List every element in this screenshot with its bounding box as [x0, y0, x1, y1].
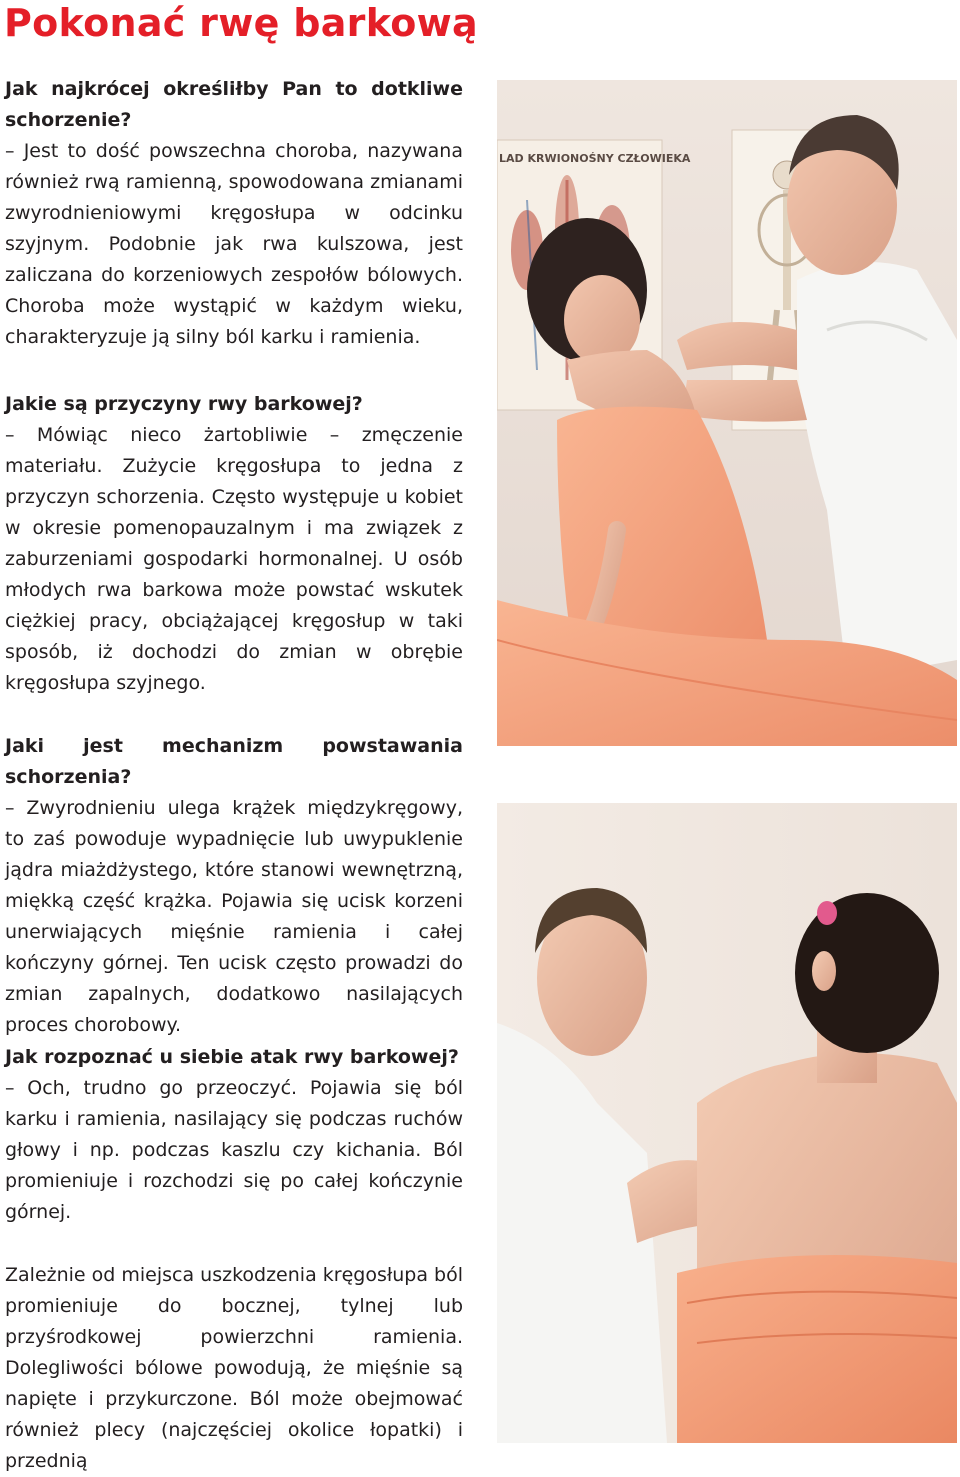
- photo-back-examination: [497, 803, 957, 1443]
- question-1: Jak najkrócej określiłby Pan to dotkliwe schorzenie?: [5, 78, 463, 131]
- qa-section-1: [5, 74, 463, 353]
- closing-paragraph-block: [5, 1260, 463, 1477]
- poster-caption: LAD KRWIONOŚNY CZŁOWIEKA: [499, 152, 691, 165]
- question-4: Jak rozpoznać u siebie atak rwy barkowej?: [5, 1046, 459, 1068]
- qa-section-2: [5, 389, 463, 699]
- page-title: Pokonać rwę barkową: [4, 1, 479, 45]
- question-3: Jaki jest mechanizm powstawania schorzenia?: [5, 735, 463, 788]
- question-2: Jakie są przyczyny rwy barkowej?: [5, 393, 363, 415]
- answer-4: – Och, trudno go przeoczyć. Pojawia się ból karku i ramienia, nasilający się podczas ruchów głowy i np. podczas kaszlu czy kichania. Ból promieniuje i rozchodzi się po całej kończynie górnej.: [5, 1077, 463, 1223]
- qa-section-4: [5, 1042, 463, 1228]
- photo-shoulder-massage: [497, 80, 957, 746]
- answer-1: – Jest to dość powszechna choroba, nazywana również rwą ramienną, spowodowana zmianami zwyrodnieniowymi kręgosłupa w odcinku szyjnym. Podobnie jak rwa kulszowa, jest zaliczana do korzeniowych zespołów bólowych. Choroba może wystąpić w każdym wieku, charakteryzuje ją silny ból karku i ramienia.: [5, 140, 463, 348]
- closing-paragraph: Zależnie od miejsca uszkodzenia kręgosłupa ból promieniuje do bocznej, tylnej lub przyśrodkowej powierzchni ramienia. Dolegliwości bólowe powodują, że mięśnie są napięte i przykurczone. Ból może obejmować również plecy (najczęściej okolice łopatki) i przednią: [5, 1264, 463, 1472]
- answer-3: – Zwyrodnieniu ulega krążek międzykręgowy, to zaś powoduje wypadnięcie lub uwypuklenie jądra miażdżystego, które stanowi wewnętrzną, miękką część krążka. Pojawia się ucisk korzeni unerwiających mięśnie ramienia i całej kończyny górnej. Ten ucisk często prowadzi do zmian zapalnych, dodatkowo nasilających proces chorobowy.: [5, 797, 463, 1036]
- answer-2: – Mówiąc nieco żartobliwie – zmęczenie materiału. Zużycie kręgosłupa to jedna z przyczyn schorzenia. Często występuje u kobiet w okresie pomenopauzalnym i ma związek z zaburzeniami gospodarki hormonalnej. U osób młodych rwa barkowa może powstać wskutek ciężkiej pracy, obciążającej kręgosłup w taki sposób, iż dochodzi do zmian w obrębie kręgosłupa szyjnego.: [5, 424, 463, 694]
- qa-section-3: [5, 731, 463, 1041]
